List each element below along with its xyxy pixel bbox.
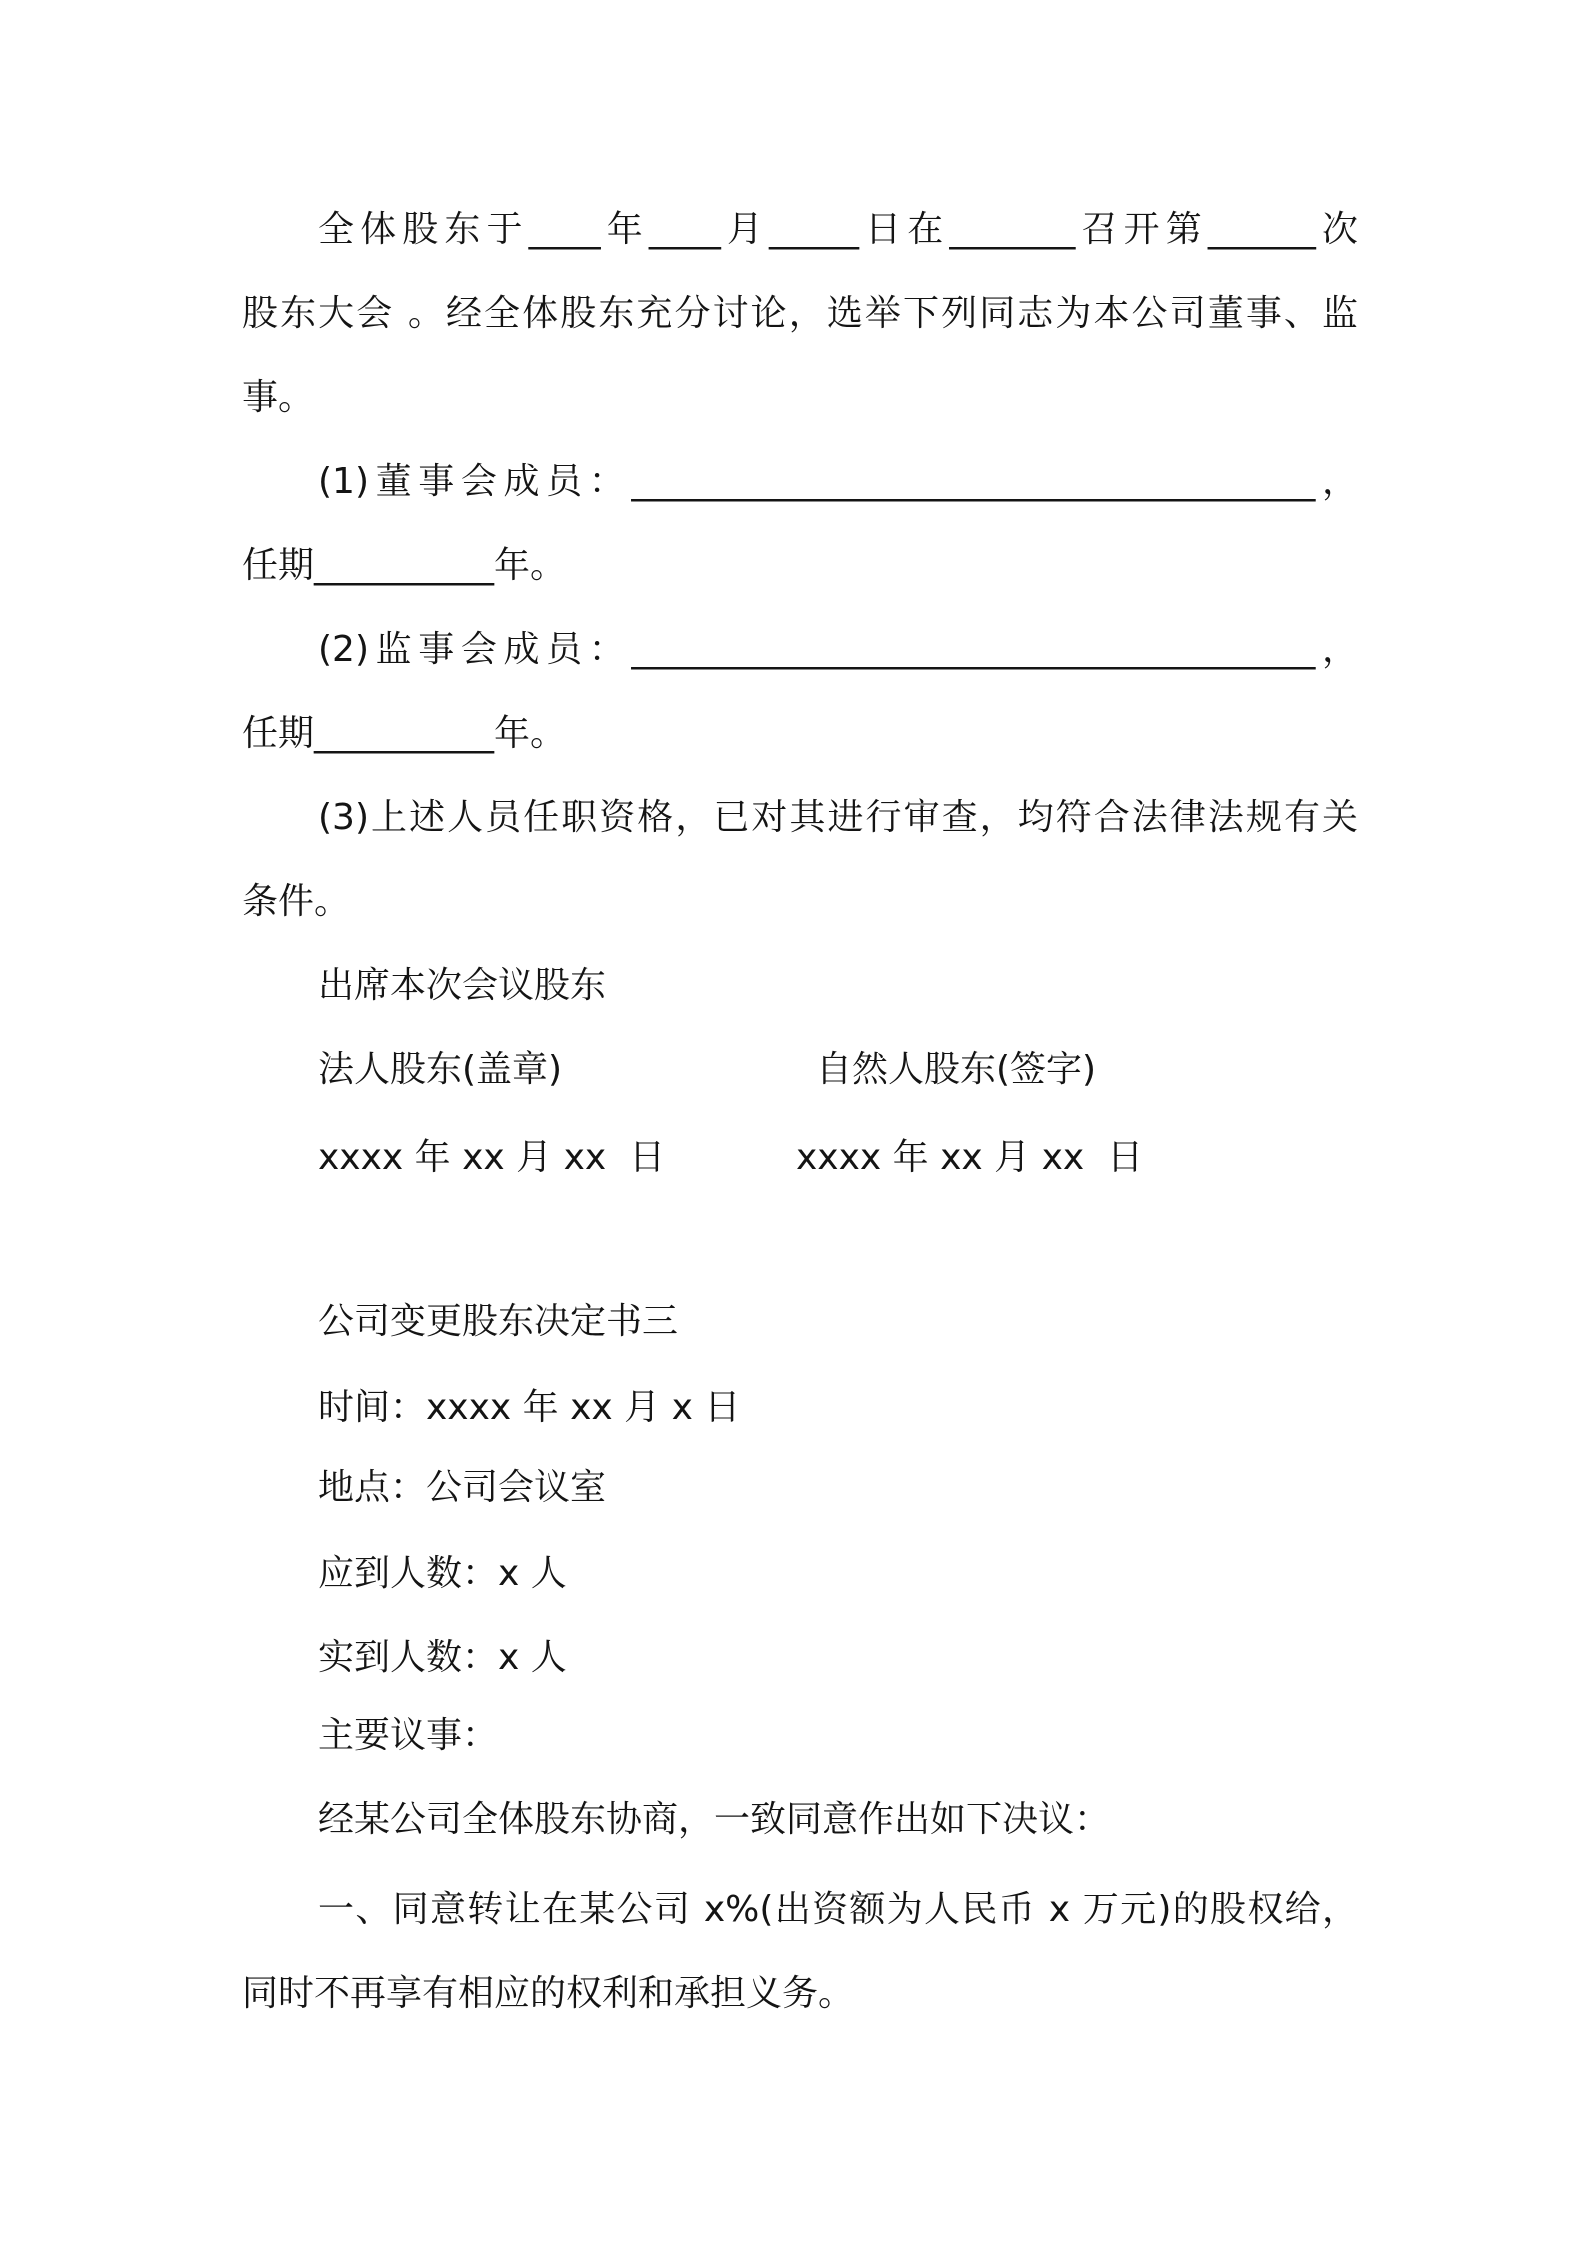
meeting-time: 时间：xxxx 年 xx 月 x 日	[318, 1387, 741, 1428]
meeting-place: 地点：公司会议室	[318, 1467, 607, 1508]
qualification-line-2: 条件。	[242, 881, 351, 922]
attendance-heading: 出席本次会议股东	[318, 965, 607, 1006]
agenda-label: 主要议事：	[318, 1715, 499, 1756]
meeting-para-line-1: 全体股东于____年____月_____日在_______召开第______次	[318, 209, 1358, 250]
board-term-line: 任期__________年。	[242, 545, 567, 586]
actual-attendees: 实到人数：x 人	[318, 1637, 567, 1678]
resolution-1-line-2: 同时不再享有相应的权利和承担义务。	[242, 1973, 855, 2014]
resolution-1-line-1: 一、同意转让在某公司 x%(出资额为人民币 x 万元)的股权给，	[318, 1889, 1358, 1930]
meeting-para-line-3: 事。	[242, 377, 315, 418]
board-members-line: (1)董事会成员：______________________________________，	[318, 461, 1358, 502]
signing-date-left: xxxx 年 xx 月 xx 日	[318, 1137, 666, 1178]
decision-title: 公司变更股东决定书三	[318, 1301, 679, 1342]
resolution-intro: 经某公司全体股东协商，一致同意作出如下决议：	[318, 1799, 1111, 1840]
supervisor-term-line: 任期__________年。	[242, 713, 567, 754]
meeting-para-line-2: 股东大会 。经全体股东充分讨论，选举下列同志为本公司董事、监	[242, 293, 1358, 334]
expected-attendees: 应到人数：x 人	[318, 1553, 567, 1594]
natural-shareholder-signature: 自然人股东(签字)	[816, 1049, 1097, 1090]
signing-date-right: xxxx 年 xx 月 xx 日	[796, 1137, 1144, 1178]
legal-shareholder-seal: 法人股东(盖章)	[318, 1049, 563, 1090]
supervisor-members-line: (2)监事会成员：______________________________________，	[318, 629, 1358, 670]
qualification-line-1: (3)上述人员任职资格，已对其进行审查，均符合法律法规有关	[318, 797, 1358, 838]
